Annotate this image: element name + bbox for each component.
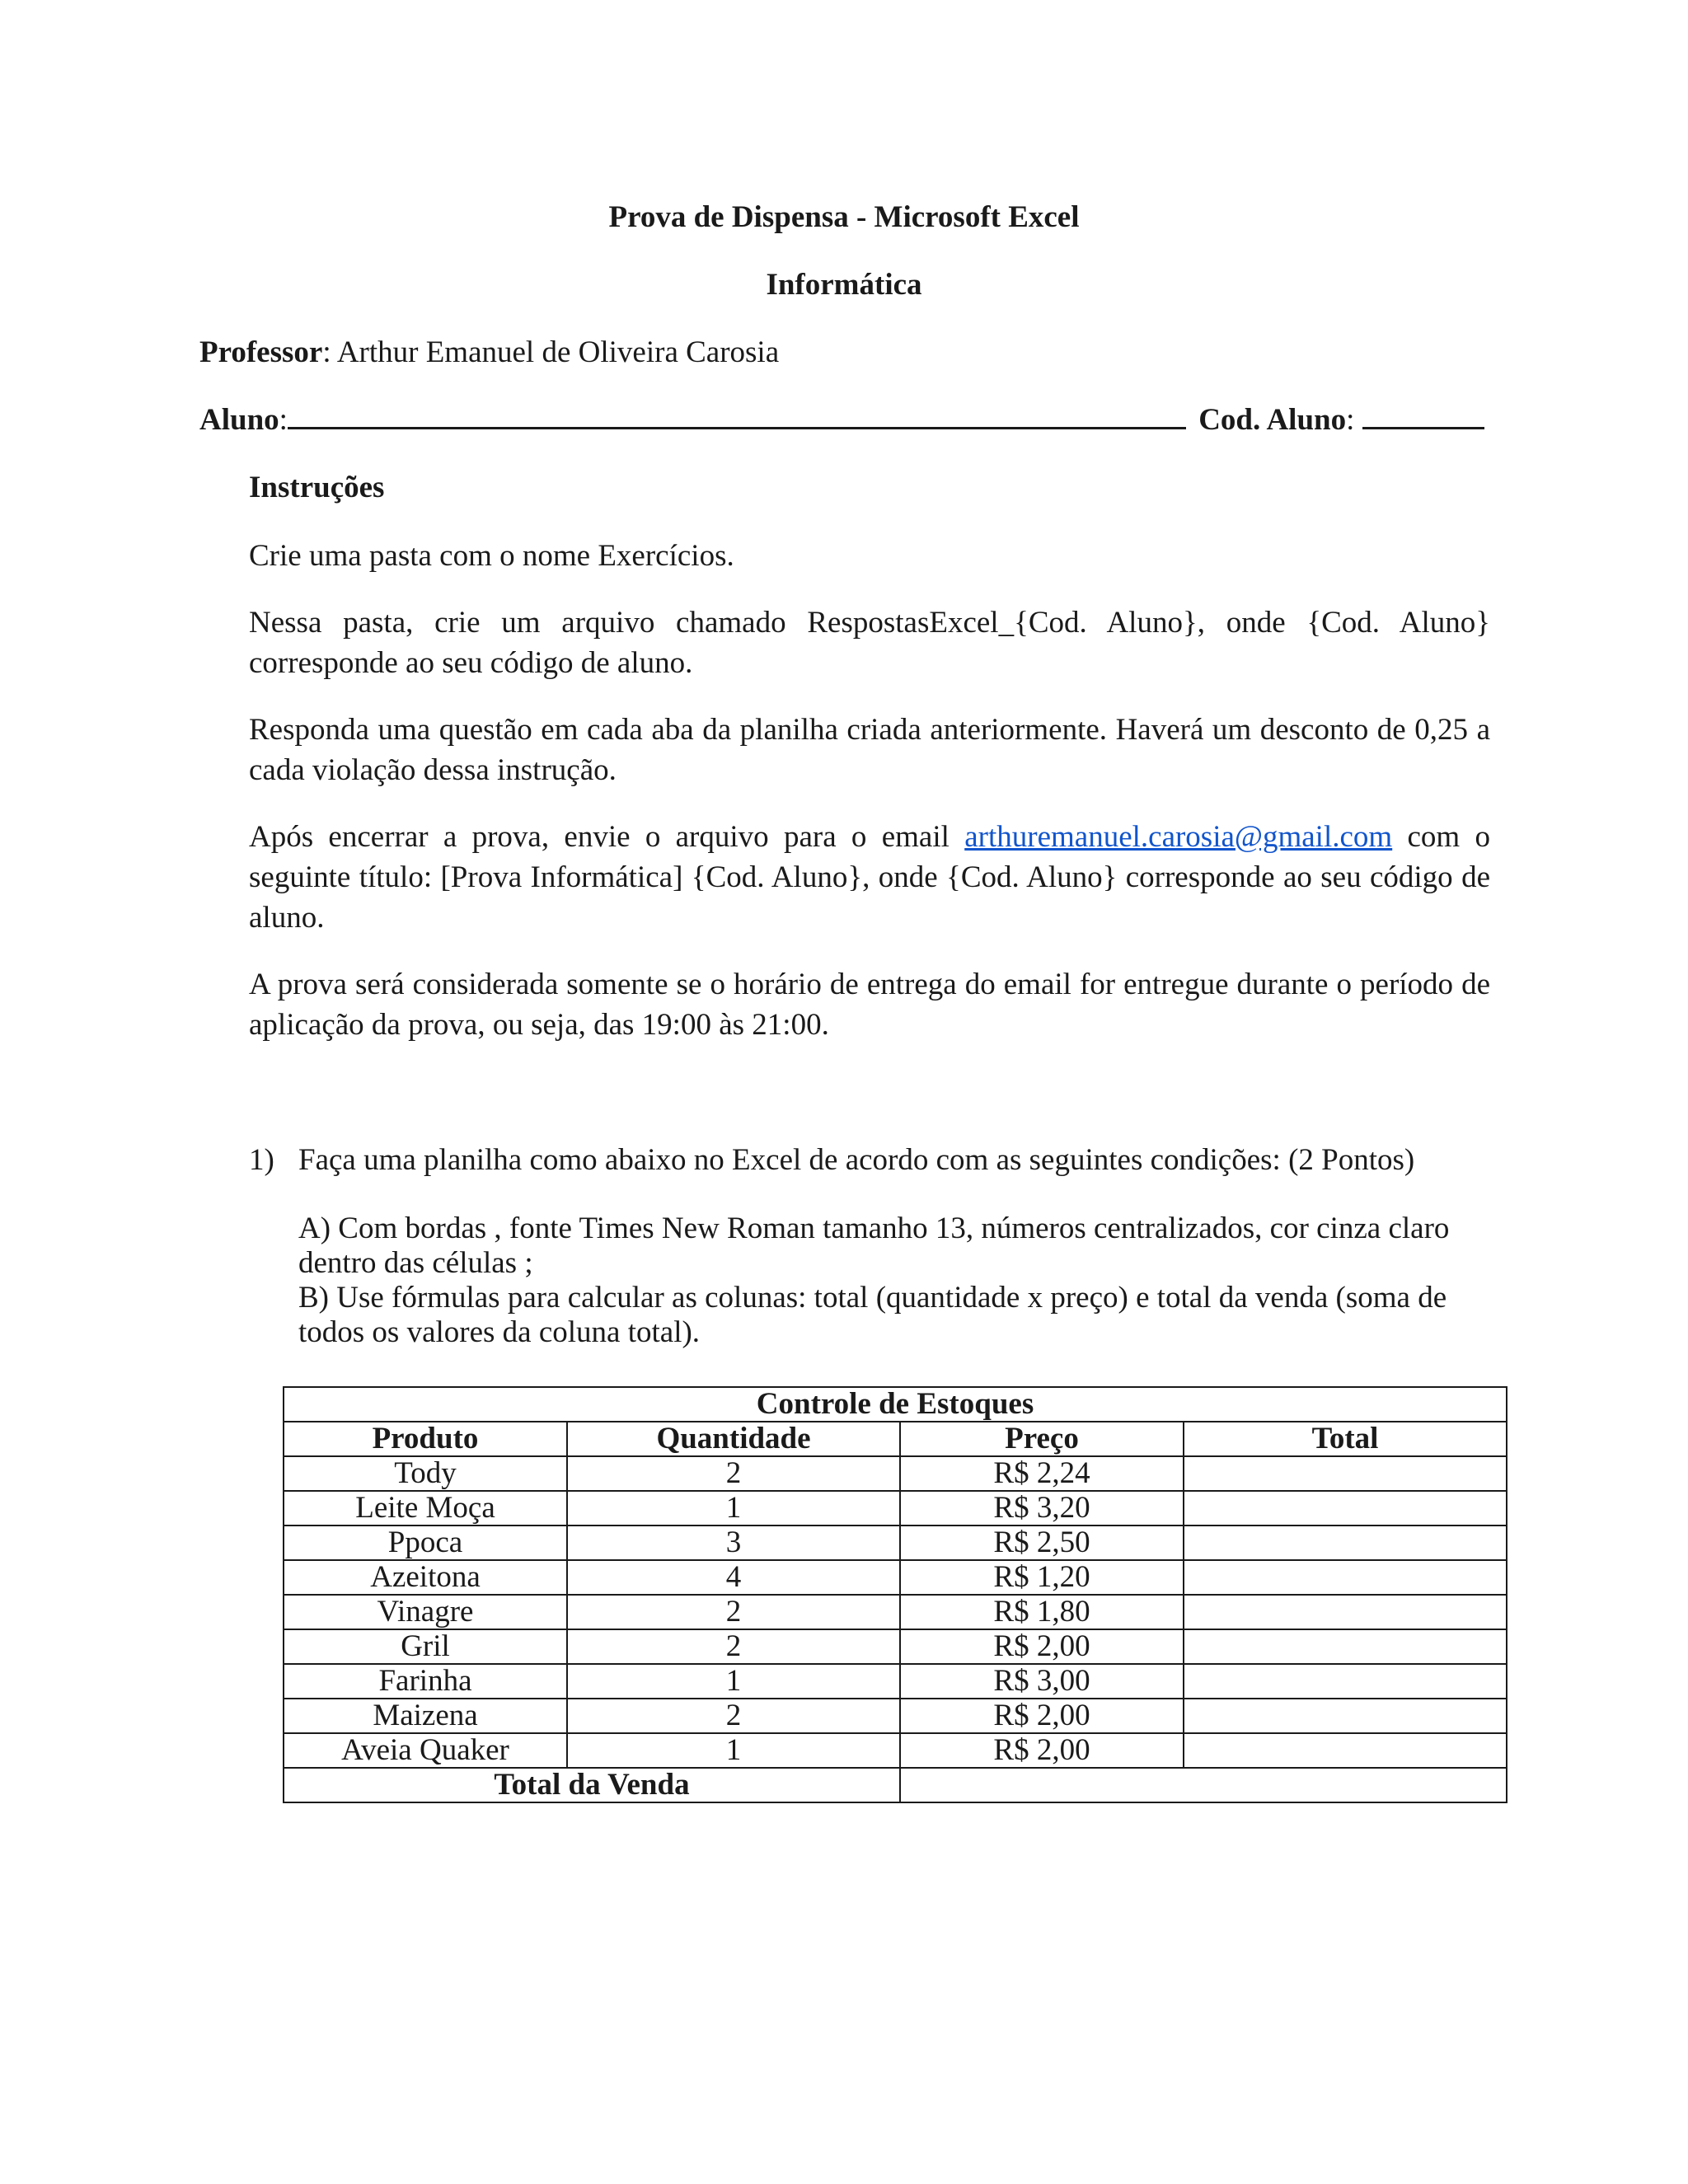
document-title: Prova de Dispensa - Microsoft Excel — [608, 200, 1080, 234]
condition-a-line2: dentro das células ; — [298, 1246, 533, 1280]
cell-quantidade: 3 — [567, 1526, 900, 1560]
cell-quantidade: 1 — [567, 1664, 900, 1699]
cell-produto: Leite Moça — [284, 1491, 567, 1526]
cell-produto: Gril — [284, 1629, 567, 1664]
stock-control-table — [283, 1386, 1507, 1803]
cell-quantidade: 4 — [567, 1560, 900, 1595]
cell-produto: Maizena — [284, 1699, 567, 1733]
table-header-row — [284, 1422, 1507, 1456]
instructions-heading: Instruções — [249, 471, 385, 504]
cell-preco: R$ 2,00 — [900, 1699, 1184, 1733]
question-1-text: Faça uma planilha como abaixo no Excel de acordo com as seguintes condições: (2 Pontos) — [298, 1143, 1415, 1177]
instruction-p2: Nessa pasta, crie um arquivo chamado RespostasExcel_{Cod. Aluno}, onde {Cod. Aluno} corresponde ao seu código de aluno. — [249, 606, 1490, 680]
table-row — [284, 1491, 1507, 1526]
cell-preco: R$ 2,00 — [900, 1629, 1184, 1664]
instruction-p1: Crie uma pasta com o nome Exercícios. — [249, 539, 734, 573]
cell-total — [1184, 1699, 1507, 1733]
instruction-p4-after: com o seguinte título: [Prova Informática] {Cod. Aluno}, onde {Cod. Aluno} corresponde ao seu código de aluno. — [249, 820, 1491, 935]
cell-preco: R$ 2,24 — [900, 1456, 1184, 1491]
cell-preco: R$ 3,00 — [900, 1664, 1184, 1699]
cell-total — [1184, 1456, 1507, 1491]
cell-produto: Ppoca — [284, 1526, 567, 1560]
cell-preco: R$ 2,50 — [900, 1526, 1184, 1560]
question-1-number: 1) — [249, 1143, 274, 1177]
total-venda-label: Total da Venda — [284, 1768, 900, 1802]
table-title-row — [284, 1387, 1507, 1422]
table-row — [284, 1526, 1507, 1560]
cell-quantidade: 2 — [567, 1699, 900, 1733]
table-footer-row — [284, 1768, 1507, 1802]
cod-aluno-label: Cod. Aluno — [1198, 403, 1347, 437]
cell-produto: Farinha — [284, 1664, 567, 1699]
cell-preco: R$ 1,20 — [900, 1560, 1184, 1595]
aluno-line: Aluno: Cod. Aluno: — [199, 402, 1484, 438]
aluno-blank — [288, 402, 1186, 429]
cell-total — [1184, 1664, 1507, 1699]
aluno-label: Aluno — [199, 403, 279, 437]
document-subtitle: Informática — [766, 268, 922, 302]
email-link[interactable]: arthuremanuel.carosia@gmail.com — [964, 820, 1393, 854]
instruction-p4 — [249, 817, 1490, 938]
cell-total — [1184, 1491, 1507, 1526]
cell-produto: Tody — [284, 1456, 567, 1491]
condition-b-line1: B) Use fórmulas para calcular as colunas: total (quantidade x preço) e total da venda (soma de — [298, 1281, 1447, 1315]
cell-total — [1184, 1526, 1507, 1560]
professor-name: : Arthur Emanuel de Oliveira Carosia — [322, 335, 780, 369]
header-total: Total — [1184, 1422, 1507, 1456]
table-row — [284, 1595, 1507, 1629]
question-1-conditions — [298, 1212, 1502, 1350]
cell-total — [1184, 1629, 1507, 1664]
table-row — [284, 1629, 1507, 1664]
cell-total — [1184, 1560, 1507, 1595]
cell-total — [1184, 1733, 1507, 1768]
table-row — [284, 1560, 1507, 1595]
cell-total — [1184, 1595, 1507, 1629]
professor-line — [199, 335, 779, 371]
header-quantidade: Quantidade — [567, 1422, 900, 1456]
cell-preco: R$ 1,80 — [900, 1595, 1184, 1629]
cell-produto: Azeitona — [284, 1560, 567, 1595]
cell-produto: Aveia Quaker — [284, 1733, 567, 1768]
cod-aluno-blank — [1362, 402, 1484, 429]
header-preco: Preço — [900, 1422, 1184, 1456]
condition-a-line1: A) Com bordas , fonte Times New Roman tamanho 13, números centralizados, cor cinza claro — [298, 1212, 1450, 1245]
header-produto: Produto — [284, 1422, 567, 1456]
cell-preco: R$ 3,20 — [900, 1491, 1184, 1526]
table-row — [284, 1699, 1507, 1733]
total-venda-value — [900, 1768, 1507, 1802]
table-title: Controle de Estoques — [284, 1387, 1507, 1422]
cell-quantidade: 2 — [567, 1456, 900, 1491]
condition-b-line2: todos os valores da coluna total). — [298, 1315, 701, 1349]
cell-quantidade: 1 — [567, 1491, 900, 1526]
table-row — [284, 1456, 1507, 1491]
cell-quantidade: 1 — [567, 1733, 900, 1768]
instruction-p3: Responda uma questão em cada aba da planilha criada anteriormente. Haverá um desconto de 0,25 a cada violação dessa instrução. — [249, 713, 1490, 787]
cell-quantidade: 2 — [567, 1595, 900, 1629]
instruction-p5: A prova será considerada somente se o horário de entrega do email for entregue durante o período de aplicação da prova, ou seja, das 19:00 às 21:00. — [249, 968, 1490, 1042]
cell-preco: R$ 2,00 — [900, 1733, 1184, 1768]
professor-label: Professor — [199, 335, 323, 369]
table-row — [284, 1664, 1507, 1699]
instruction-p4-before: Após encerrar a prova, envie o arquivo para o email — [249, 820, 965, 854]
cell-produto: Vinagre — [284, 1595, 567, 1629]
table-row — [284, 1733, 1507, 1768]
cell-quantidade: 2 — [567, 1629, 900, 1664]
